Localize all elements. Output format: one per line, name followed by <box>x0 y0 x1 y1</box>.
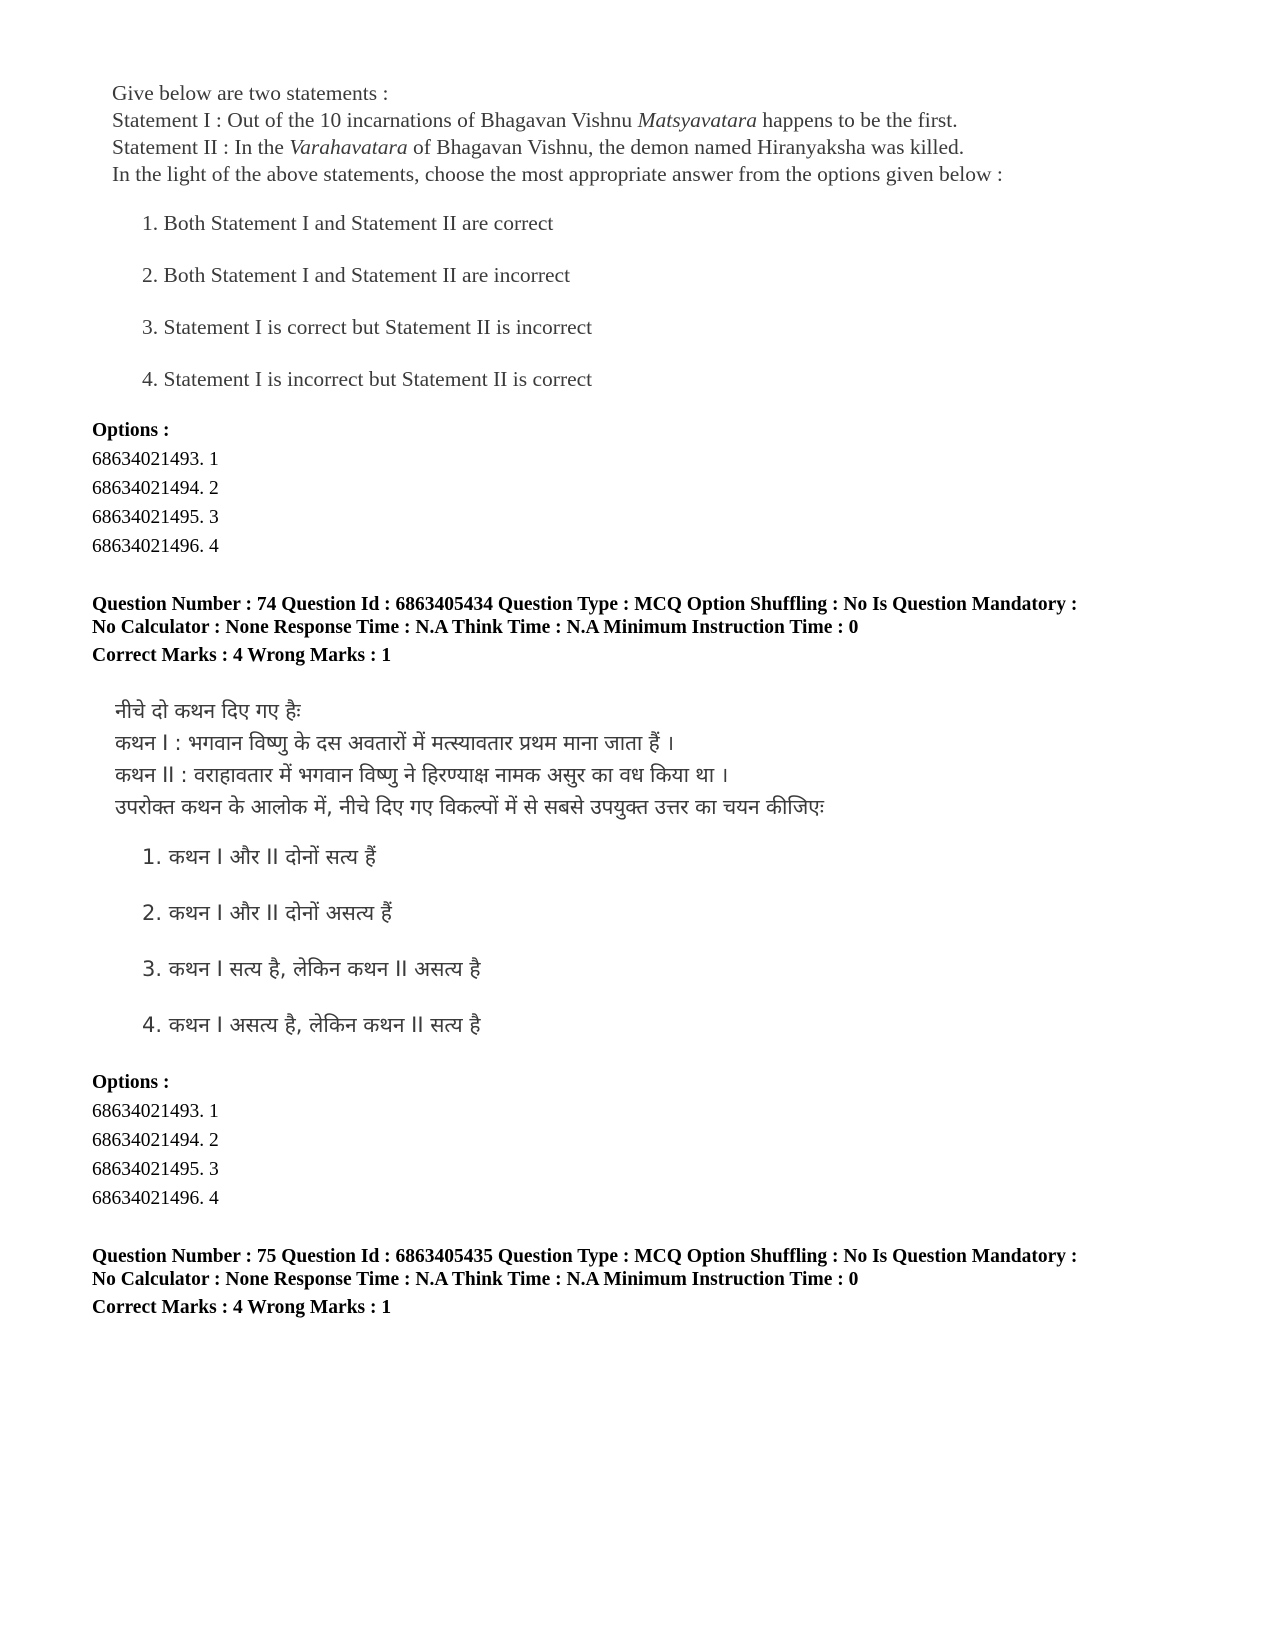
option-line: 68634021496. 4 <box>92 536 219 557</box>
statement-intro: Give below are two statements : <box>112 81 389 105</box>
option-line: 68634021493. 1 <box>92 449 219 470</box>
meta-line-2: No Calculator : None Response Time : N.A Think Time : N.A Minimum Instruction Time : 0 <box>92 1269 859 1290</box>
choice-1: 1. कथन I और II दोनों सत्य हैं <box>142 845 376 869</box>
question-73-options <box>92 416 219 561</box>
choice-4: 4. कथन I असत्य है, लेकिन कथन II सत्य है <box>142 1013 481 1037</box>
statement-1: Statement I : Out of the 10 incarnations of Bhagavan Vishnu Matsyavatara happens to be the first. <box>112 108 958 132</box>
statement-instruction: उपरोक्त कथन के आलोक में, नीचे दिए गए विकल्पों में से सबसे उपयुक्त उत्तर का चयन कीजिएः <box>115 795 824 819</box>
options-title: Options : <box>92 420 170 441</box>
option-line: 68634021493. 1 <box>92 1101 219 1122</box>
choice-3: 3. Statement I is correct but Statement II is incorrect <box>142 315 593 339</box>
option-line: 68634021494. 2 <box>92 1130 219 1151</box>
choice-2: 2. कथन I और II दोनों असत्य हैं <box>142 901 392 925</box>
question-74-statement <box>115 695 1195 823</box>
option-line: 68634021496. 4 <box>92 1188 219 1209</box>
option-line: 68634021495. 3 <box>92 507 219 528</box>
meta-line-1: Question Number : 74 Question Id : 6863405434 Question Type : MCQ Option Shuffling : No Is Question Mandatory : <box>92 594 1078 615</box>
statement-2: Statement II : In the Varahavatara of Bhagavan Vishnu, the demon named Hiranyaksha was killed. <box>112 135 965 159</box>
meta-line-1: Question Number : 75 Question Id : 6863405435 Question Type : MCQ Option Shuffling : No Is Question Mandatory : <box>92 1246 1078 1267</box>
choice-2: 2. Both Statement I and Statement II are incorrect <box>142 263 571 287</box>
choice-1: 1. Both Statement I and Statement II are correct <box>142 211 554 235</box>
question-74-meta <box>92 593 1252 667</box>
choice-4: 4. Statement I is incorrect but Statement II is correct <box>142 367 593 391</box>
option-line: 68634021494. 2 <box>92 478 219 499</box>
statement-1: कथन I : भगवान विष्णु के दस अवतारों में मत्स्यावतार प्रथम माना जाता हैं । <box>115 731 674 755</box>
statement-intro: नीचे दो कथन दिए गए हैः <box>115 699 301 723</box>
statement-2: कथन II : वराहावतार में भगवान विष्णु ने हिरण्याक्ष नामक असुर का वध किया था । <box>115 763 729 787</box>
option-line: 68634021495. 3 <box>92 1159 219 1180</box>
question-73-statement <box>112 80 1192 188</box>
options-title: Options : <box>92 1072 170 1093</box>
statement-instruction: In the light of the above statements, choose the most appropriate answer from the options given below : <box>112 162 1003 186</box>
choice-3: 3. कथन I सत्य है, लेकिन कथन II असत्य है <box>142 957 481 981</box>
marks-line: Correct Marks : 4 Wrong Marks : 1 <box>92 1297 392 1318</box>
marks-line: Correct Marks : 4 Wrong Marks : 1 <box>92 645 392 666</box>
question-74-options <box>92 1068 219 1213</box>
meta-line-2: No Calculator : None Response Time : N.A Think Time : N.A Minimum Instruction Time : 0 <box>92 617 859 638</box>
question-75-meta <box>92 1245 1252 1319</box>
